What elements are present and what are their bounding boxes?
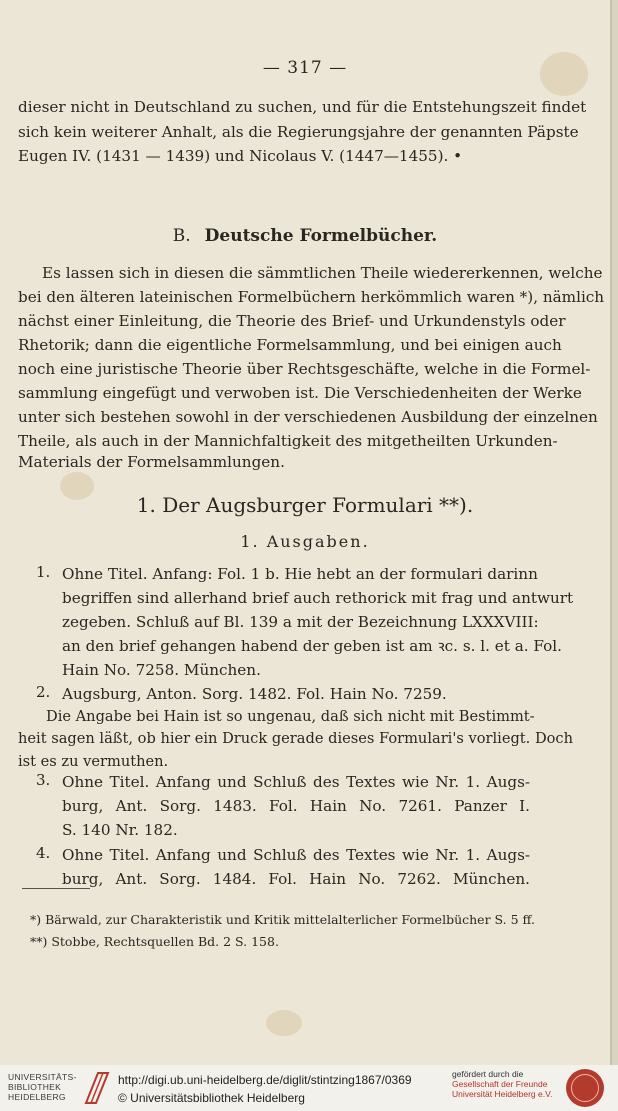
intro-line: Eugen IV. (1431 — 1439) und Nicolaus V. (1447—1455). •: [18, 147, 463, 165]
item-line: Augsburg, Anton. Sorg. 1482. Fol. Hain No. 7259.: [62, 685, 447, 703]
para-line: Rhetorik; dann die eigentliche Formelsammlung, und bei einigen auch: [18, 336, 562, 354]
page-number: — 317 —: [262, 58, 348, 78]
copyright-text: © Universitätsbibliothek Heidelberg: [118, 1091, 305, 1105]
item-line: Ohne Titel. Anfang und Schluß des Textes wie Nr. 1. Augs-: [62, 846, 530, 864]
item-line: zegeben. Schluß auf Bl. 139 a mit der Bezeichnung LXXXVIII:: [62, 613, 539, 631]
uni-label-line: HEIDELBERG: [8, 1092, 66, 1102]
item-line: begriffen sind allerhand brief auch rethorick mit frag und antwurt: [62, 589, 574, 607]
sponsor-text: [452, 1069, 552, 1099]
para-line: Materials der Formelsammlungen.: [18, 453, 285, 471]
item-line: burg, Ant. Sorg. 1483. Fol. Hain No. 7261. Panzer I.: [62, 797, 530, 815]
footnote: **) Stobbe, Rechtsquellen Bd. 2 S. 158.: [30, 934, 279, 949]
uni-label-line: BIBLIOTHEK: [8, 1082, 62, 1092]
foxing-stain: [266, 1010, 302, 1036]
university-library-label: [8, 1072, 77, 1102]
section-heading-b: [0, 226, 610, 246]
intro-line: sich kein weiterer Anhalt, als die Regierungsjahre der genannten Päpste: [18, 123, 579, 141]
item-line: Ohne Titel. Anfang: Fol. 1 b. Hie hebt an der formulari darinn: [62, 565, 538, 583]
item-line: Ohne Titel. Anfang und Schluß des Textes wie Nr. 1. Augs-: [62, 773, 530, 791]
item-line: Hain No. 7258. München.: [62, 661, 261, 679]
intro-line: dieser nicht in Deutschland zu suchen, und für die Entstehungszeit findet: [18, 98, 587, 116]
university-seal-icon: [566, 1069, 604, 1107]
item-line: burg, Ant. Sorg. 1484. Fol. Hain No. 7262. München.: [62, 870, 530, 888]
item-line: S. 140 Nr. 182.: [62, 821, 178, 839]
item-number: 3.: [36, 771, 51, 789]
note-line: ist es zu vermuthen.: [18, 753, 169, 770]
para-line: noch eine juristische Theorie über Rechtsgeschäfte, welche in die Formel-: [18, 360, 591, 378]
sponsor-line: Gesellschaft der Freunde: [452, 1079, 548, 1089]
para-line: bei den älteren lateinischen Formelbüchern herkömmlich waren *), nämlich: [18, 288, 605, 306]
item-number: 1.: [36, 563, 51, 581]
footnote-divider: [22, 888, 90, 889]
section-title: Deutsche Formelbücher.: [204, 226, 438, 246]
item-line: an den brief gehangen habend der geben ist am ꝛc. s. l. et a. Fol.: [62, 637, 562, 655]
subsection-subheading: 1. Ausgaben.: [240, 532, 370, 551]
sponsor-line: Universität Heidelberg e.V.: [452, 1089, 553, 1099]
para-line: sammlung eingefügt und verwoben ist. Die Verschiedenheiten der Werke: [18, 384, 582, 402]
item-number: 4.: [36, 844, 51, 862]
footnote: *) Bärwald, zur Charakteristik und Kritik mittelalterlicher Formelbücher S. 5 ff.: [30, 912, 535, 927]
library-logo-icon: [82, 1069, 112, 1107]
library-footer-bar: [0, 1065, 618, 1111]
subsection-heading: 1. Der Augsburger Formulari **).: [136, 493, 474, 517]
note-line: Die Angabe bei Hain ist so ungenau, daß sich nicht mit Bestimmt-: [46, 708, 535, 725]
para-line: nächst einer Einleitung, die Theorie des Brief- und Urkundenstyls oder: [18, 312, 566, 330]
sponsor-line: gefördert durch die: [452, 1069, 524, 1079]
item-number: 2.: [36, 683, 51, 701]
section-letter: B.: [172, 226, 191, 246]
permalink-url[interactable]: http://digi.ub.uni-heidelberg.de/diglit/stintzing1867/0369: [118, 1073, 412, 1087]
uni-label-line: UNIVERSITÄTS-: [8, 1072, 77, 1082]
para-line: Es lassen sich in diesen die sämmtlichen Theile wiedererkennen, welche: [42, 264, 603, 282]
para-line: Theile, als auch in der Mannichfaltigkeit des mitgetheilten Urkunden-: [18, 432, 558, 450]
para-line: unter sich bestehen sowohl in der verschiedenen Ausbildung der einzelnen: [18, 408, 598, 426]
note-line: heit sagen läßt, ob hier ein Druck gerade dieses Formulari's vorliegt. Doch: [18, 730, 574, 747]
